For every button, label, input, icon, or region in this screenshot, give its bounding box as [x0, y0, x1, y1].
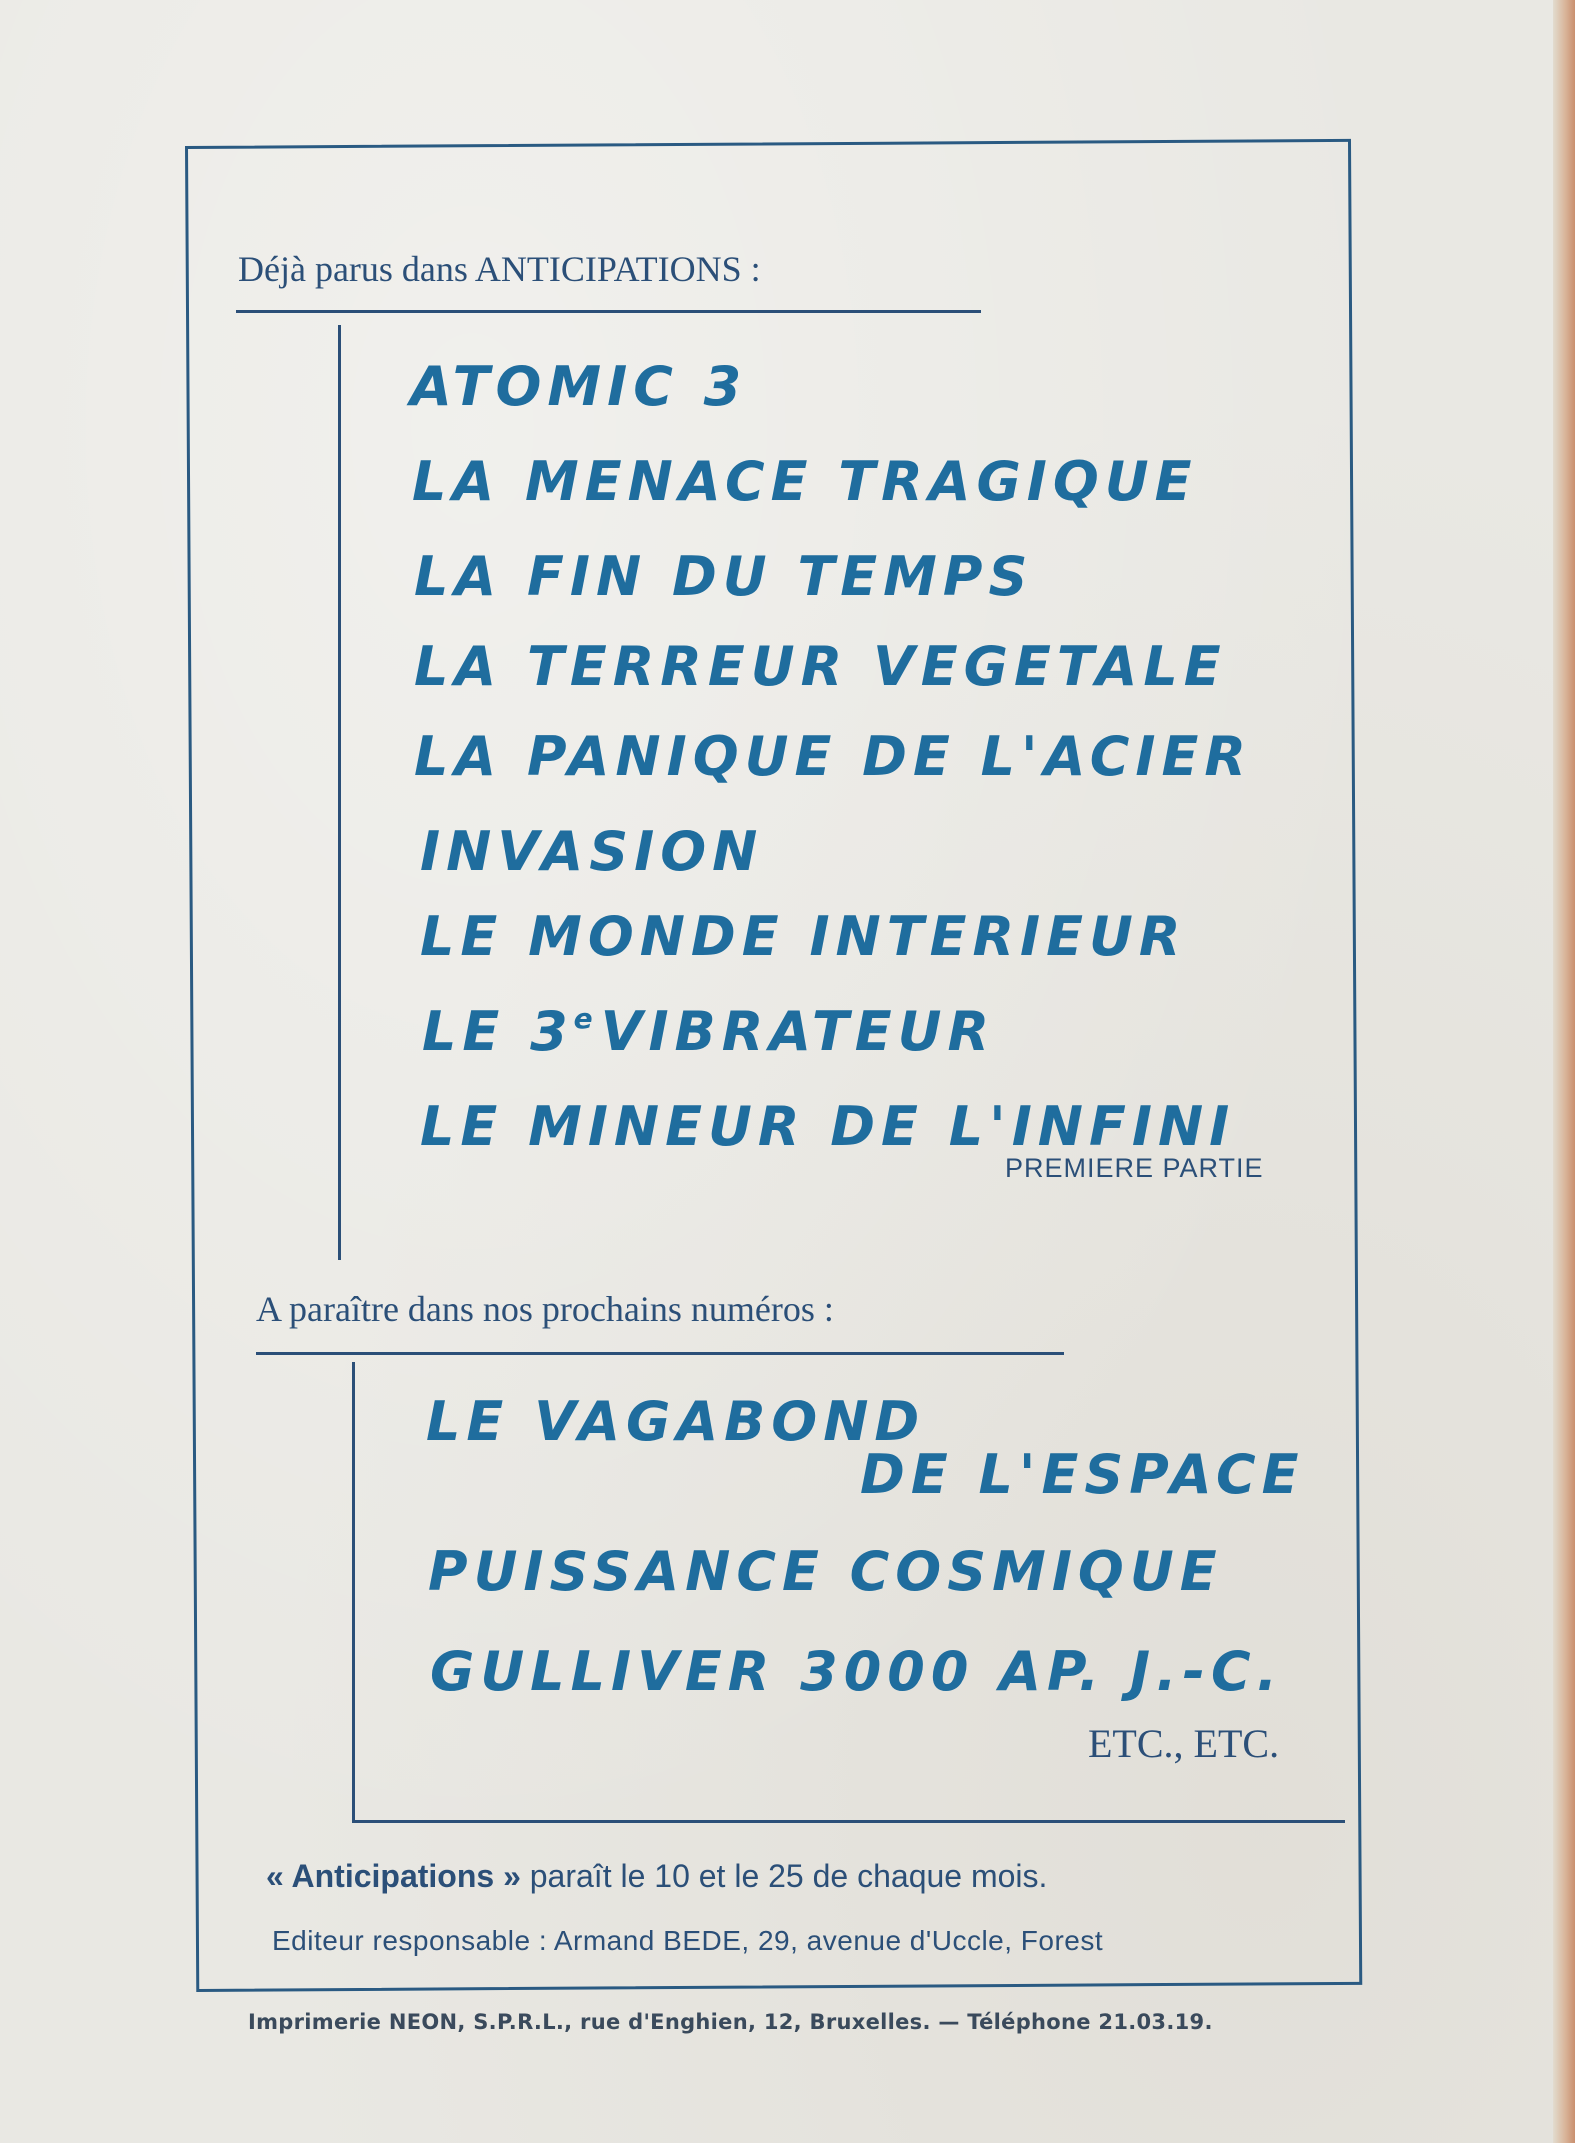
- magazine-name: « Anticipations »: [266, 1858, 521, 1894]
- schedule-text: paraît le 10 et le 25 de chaque mois.: [529, 1858, 1048, 1894]
- content-frame: [185, 139, 1362, 1992]
- published-title: INVASION: [420, 820, 764, 883]
- upcoming-etc: ETC., ETC.: [1088, 1721, 1280, 1766]
- printer-line: Imprimerie NEON, S.P.R.L., rue d'Enghien, 12, Bruxelles. — Téléphone 21.03.19.: [248, 2010, 1213, 2034]
- published-heading: Déjà parus dans ANTICIPATIONS :: [238, 249, 761, 289]
- published-title: LA TERREUR VEGETALE: [414, 635, 1227, 698]
- published-title: LA FIN DU TEMPS: [414, 545, 1034, 608]
- published-title-note: PREMIERE PARTIE: [1005, 1153, 1264, 1183]
- schedule-line: [266, 1858, 1047, 1895]
- published-title: LE MONDE INTERIEUR: [420, 905, 1187, 968]
- published-heading-underline: [236, 310, 981, 313]
- page-edge: [1553, 0, 1575, 2143]
- published-vertical-rule: [338, 325, 341, 1260]
- title-text: LE 3: [422, 1000, 574, 1063]
- upcoming-title-line: LE VAGABOND: [426, 1390, 926, 1453]
- title-text: VIBRATEUR: [600, 1000, 996, 1063]
- title-superscript: e: [573, 1002, 593, 1035]
- section-bottom-rule: [352, 1820, 1345, 1823]
- upcoming-title: GULLIVER 3000 AP. J.-C.: [430, 1640, 1284, 1703]
- upcoming-title-line: DE L'ESPACE: [860, 1443, 1305, 1506]
- published-title: LA PANIQUE DE L'ACIER: [414, 725, 1252, 788]
- upcoming-heading-underline: [256, 1352, 1064, 1355]
- published-title: LE MINEUR DE L'INFINI: [420, 1095, 1236, 1158]
- published-title: [422, 1000, 996, 1063]
- published-title: ATOMIC 3: [410, 355, 748, 418]
- upcoming-title: PUISSANCE COSMIQUE: [428, 1540, 1223, 1603]
- upcoming-heading: A paraître dans nos prochains numéros :: [256, 1289, 834, 1329]
- publisher-line: Editeur responsable : Armand BEDE, 29, avenue d'Uccle, Forest: [272, 1925, 1104, 1956]
- upcoming-vertical-rule: [352, 1362, 355, 1822]
- published-title: LA MENACE TRAGIQUE: [412, 450, 1198, 513]
